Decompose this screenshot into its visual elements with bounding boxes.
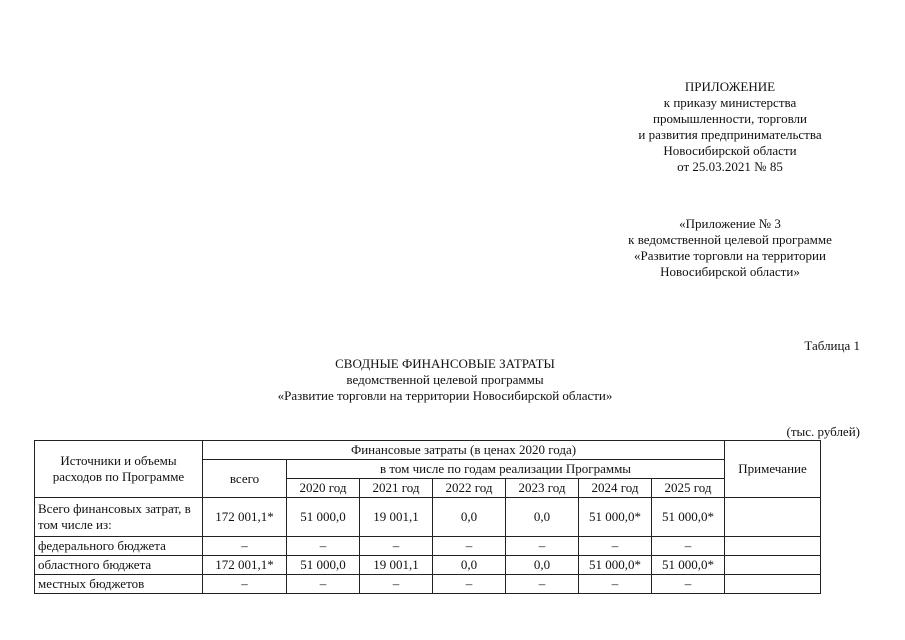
header-year: 2025 год: [652, 479, 725, 498]
cell-total: 172 001,1*: [203, 498, 287, 537]
cell-year: –: [579, 537, 652, 556]
cell-year: 0,0: [433, 556, 506, 575]
cell-year: 51 000,0*: [652, 556, 725, 575]
table-row: [35, 575, 821, 594]
table-row: [35, 556, 821, 575]
cell-year: –: [360, 575, 433, 594]
appendix-line: и развития предпринимательства: [638, 127, 822, 142]
appendix-line: промышленности, торговли: [652, 111, 807, 126]
cell-year: 51 000,0*: [652, 498, 725, 537]
cell-year: 51 000,0: [287, 498, 360, 537]
table-header-row: [35, 441, 821, 460]
cell-note: [725, 556, 821, 575]
appendix-line: ПРИЛОЖЕНИЕ: [684, 79, 776, 94]
table-row: [35, 498, 821, 537]
cell-note: [725, 498, 821, 537]
header-year: 2021 год: [360, 479, 433, 498]
header-sources: Источники и объемы расходов по Программе: [35, 441, 203, 498]
cell-year: 0,0: [506, 556, 579, 575]
prilozhenie3-line: Новосибирской области»: [660, 264, 800, 279]
header-total: всего: [203, 460, 287, 498]
cell-year: –: [579, 575, 652, 594]
cell-year: 51 000,0*: [579, 498, 652, 537]
header-by-years: в том числе по годам реализации Программы: [287, 460, 725, 479]
cell-year: 19 001,1: [360, 556, 433, 575]
header-note: Примечание: [725, 441, 821, 498]
title-line: ведомственной целевой программы: [346, 372, 544, 387]
cell-total: –: [203, 537, 287, 556]
cell-year: 51 000,0*: [579, 556, 652, 575]
cell-note: [725, 537, 821, 556]
row-label: местных бюджетов: [35, 575, 203, 594]
cell-total: 172 001,1*: [203, 556, 287, 575]
cell-year: –: [433, 537, 506, 556]
prilozhenie3-line: «Развитие торговли на территории: [634, 248, 826, 263]
appendix-line: к приказу министерства: [663, 95, 797, 110]
cell-year: –: [652, 537, 725, 556]
units-label: (тыс. рублей): [786, 424, 860, 439]
header-financial: Финансовые затраты (в ценах 2020 года): [203, 441, 725, 460]
row-label: областного бюджета: [35, 556, 203, 575]
row-label: Всего финансовых затрат, в том числе из:: [35, 498, 203, 537]
cell-total: –: [203, 575, 287, 594]
header-year: 2023 год: [506, 479, 579, 498]
cell-year: 0,0: [433, 498, 506, 537]
title-line: «Развитие торговли на территории Новосибирской области»: [277, 388, 613, 403]
cell-year: 19 001,1: [360, 498, 433, 537]
cell-year: 51 000,0: [287, 556, 360, 575]
cell-year: 0,0: [506, 498, 579, 537]
prilozhenie3-line: к ведомственной целевой программе: [628, 232, 832, 247]
cell-note: [725, 575, 821, 594]
cell-year: –: [652, 575, 725, 594]
prilozhenie3-block: [590, 216, 870, 280]
title-line: СВОДНЫЕ ФИНАНСОВЫЕ ЗАТРАТЫ: [335, 356, 555, 371]
table-number: Таблица 1: [804, 338, 860, 353]
header-year: 2024 год: [579, 479, 652, 498]
cell-year: –: [360, 537, 433, 556]
cell-year: –: [287, 575, 360, 594]
cell-year: –: [433, 575, 506, 594]
cell-year: –: [287, 537, 360, 556]
header-year: 2022 год: [433, 479, 506, 498]
appendix-line: Новосибирской области: [663, 143, 797, 158]
document-title: [200, 356, 690, 404]
prilozhenie3-line: «Приложение № 3: [679, 216, 781, 231]
cell-year: –: [506, 575, 579, 594]
table-row: [35, 537, 821, 556]
appendix-line: от 25.03.2021 № 85: [677, 159, 783, 174]
cell-year: –: [506, 537, 579, 556]
row-label: федерального бюджета: [35, 537, 203, 556]
header-year: 2020 год: [287, 479, 360, 498]
financial-costs-table: [34, 440, 821, 594]
appendix-block: [600, 79, 860, 175]
